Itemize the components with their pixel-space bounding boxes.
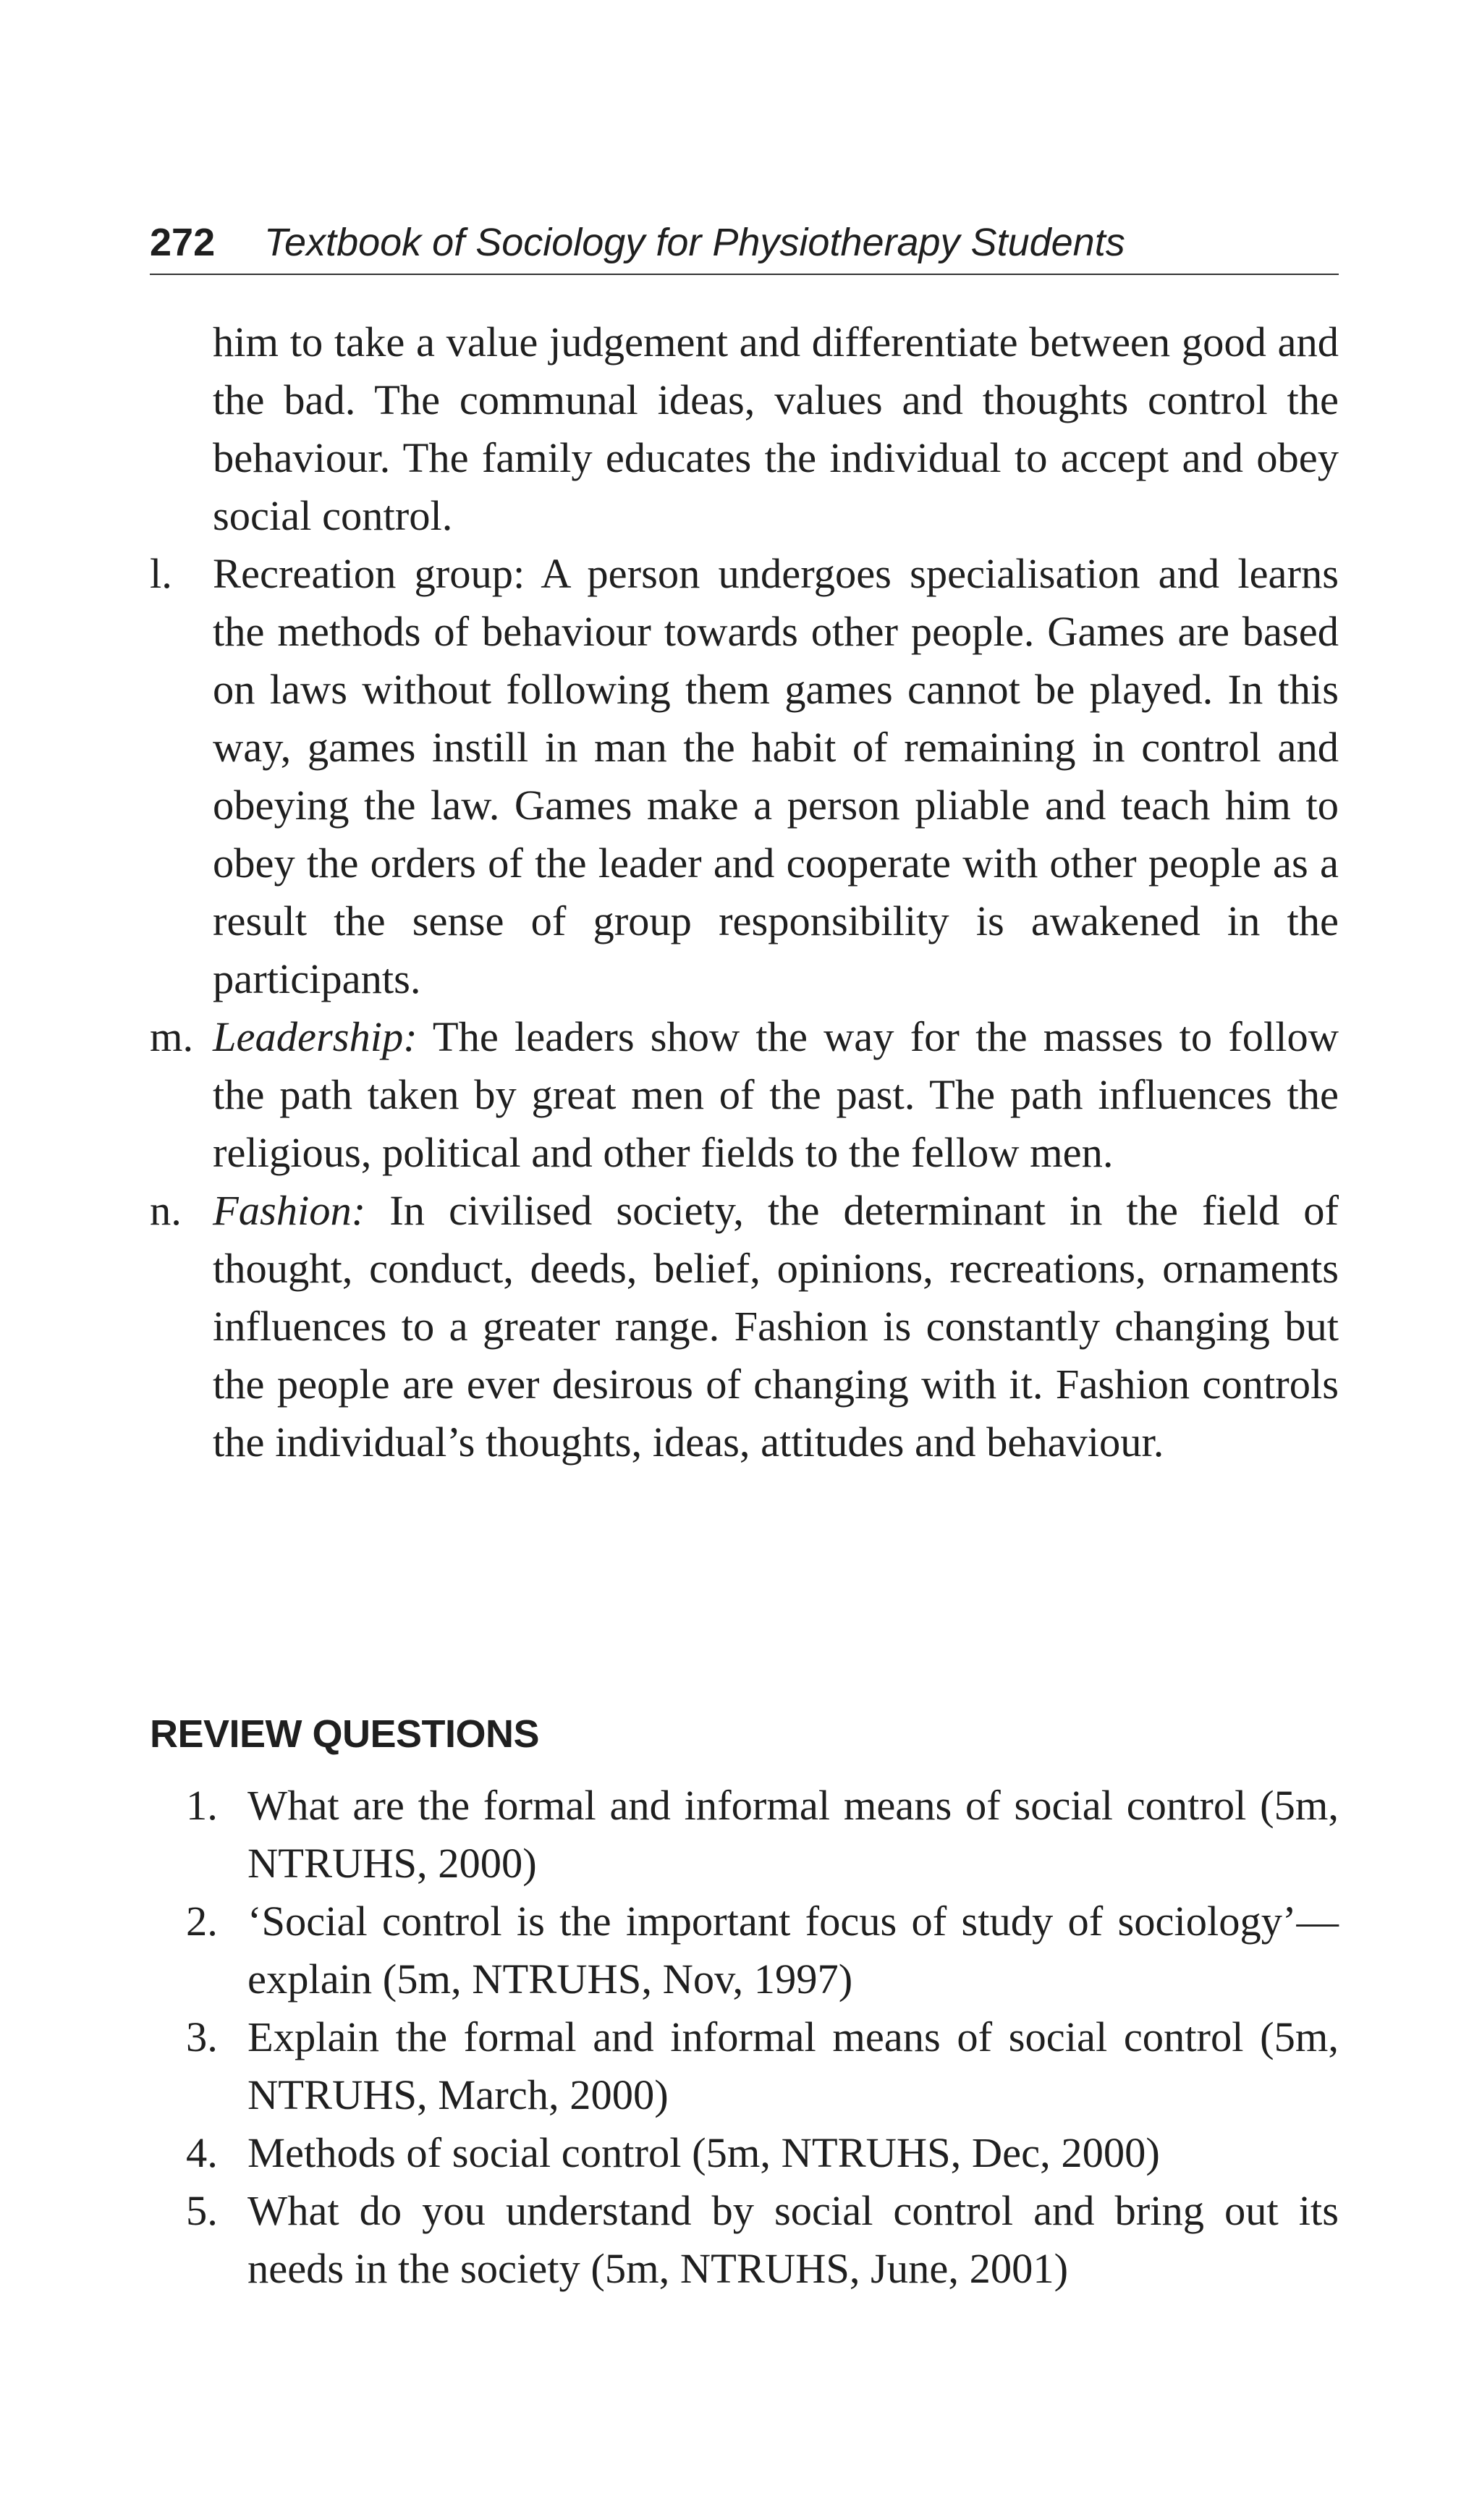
question-item [150,2008,1339,2124]
list-marker: n. [150,1187,182,1234]
continued-text: him to take a value judgement and differentiate between good and the bad. The communal ideas, values and thoughts control the behaviour. The family educates the individual to accept and obey social control. [213,318,1339,539]
list-item-text: In civilised society, the determinant in the field of thought, conduct, deeds, belief, opinions, recreations, ornaments influences to a greater range. Fashion is constantly changing but the people are ever desirous of changing with it. Fashion controls the individual’s thoughts, ideas, attitudes and behaviour. [213,1187,1339,1466]
list-item-l [150,545,1339,1008]
running-header [150,216,1339,275]
review-questions-heading: REVIEW QUESTIONS [150,1712,540,1756]
list-marker: m. [150,1013,194,1060]
question-number: 5. [186,2187,218,2234]
question-number: 3. [186,2013,218,2060]
body-text [150,313,1339,1471]
question-text: What are the formal and informal means of social control (5m, NTRUHS, 2000) [247,1782,1339,1887]
question-text: What do you understand by social control and bring out its needs in the society (5m, NTRUHS, June, 2001) [247,2187,1339,2292]
list-marker: l. [150,550,172,597]
page-number: 272 [150,221,216,264]
question-item [150,2182,1339,2298]
list-item-text: Recreation group: A person undergoes specialisation and learns the methods of behaviour towards other people. Games are based on laws without following them games cannot be played. In this way, games instill in man the habit of remaining in control and obeying the law. Games make a person pliable and teach him to obey the orders of the leader and cooperate with other people as a result the sense of group responsibility is awakened in the participants. [213,550,1339,1002]
question-item [150,1893,1339,2008]
list-item-text: The leaders show the way for the masses to follow the path taken by great men of the past. The path influences the religious, political and other fields to the fellow men. [213,1013,1339,1176]
question-text: ‘Social control is the important focus of study of sociology’—explain (5m, NTRUHS, Nov, 1997) [247,1898,1339,2003]
question-number: 2. [186,1898,218,1945]
list-item-n [150,1182,1339,1471]
list-item-lead: Fashion: [213,1187,366,1234]
list-item-m [150,1008,1339,1182]
book-title: Textbook of Sociology for Physiotherapy Students [264,221,1125,264]
question-number: 1. [186,1782,218,1829]
question-item [150,1777,1339,1893]
question-number: 4. [186,2129,218,2176]
review-questions-list [150,1777,1339,2298]
question-text: Methods of social control (5m, NTRUHS, Dec, 2000) [247,2129,1160,2176]
list-item-lead: Leadership: [213,1013,418,1060]
continued-paragraph [150,313,1339,545]
question-text: Explain the formal and informal means of social control (5m, NTRUHS, March, 2000) [247,2013,1339,2118]
question-item [150,2124,1339,2182]
